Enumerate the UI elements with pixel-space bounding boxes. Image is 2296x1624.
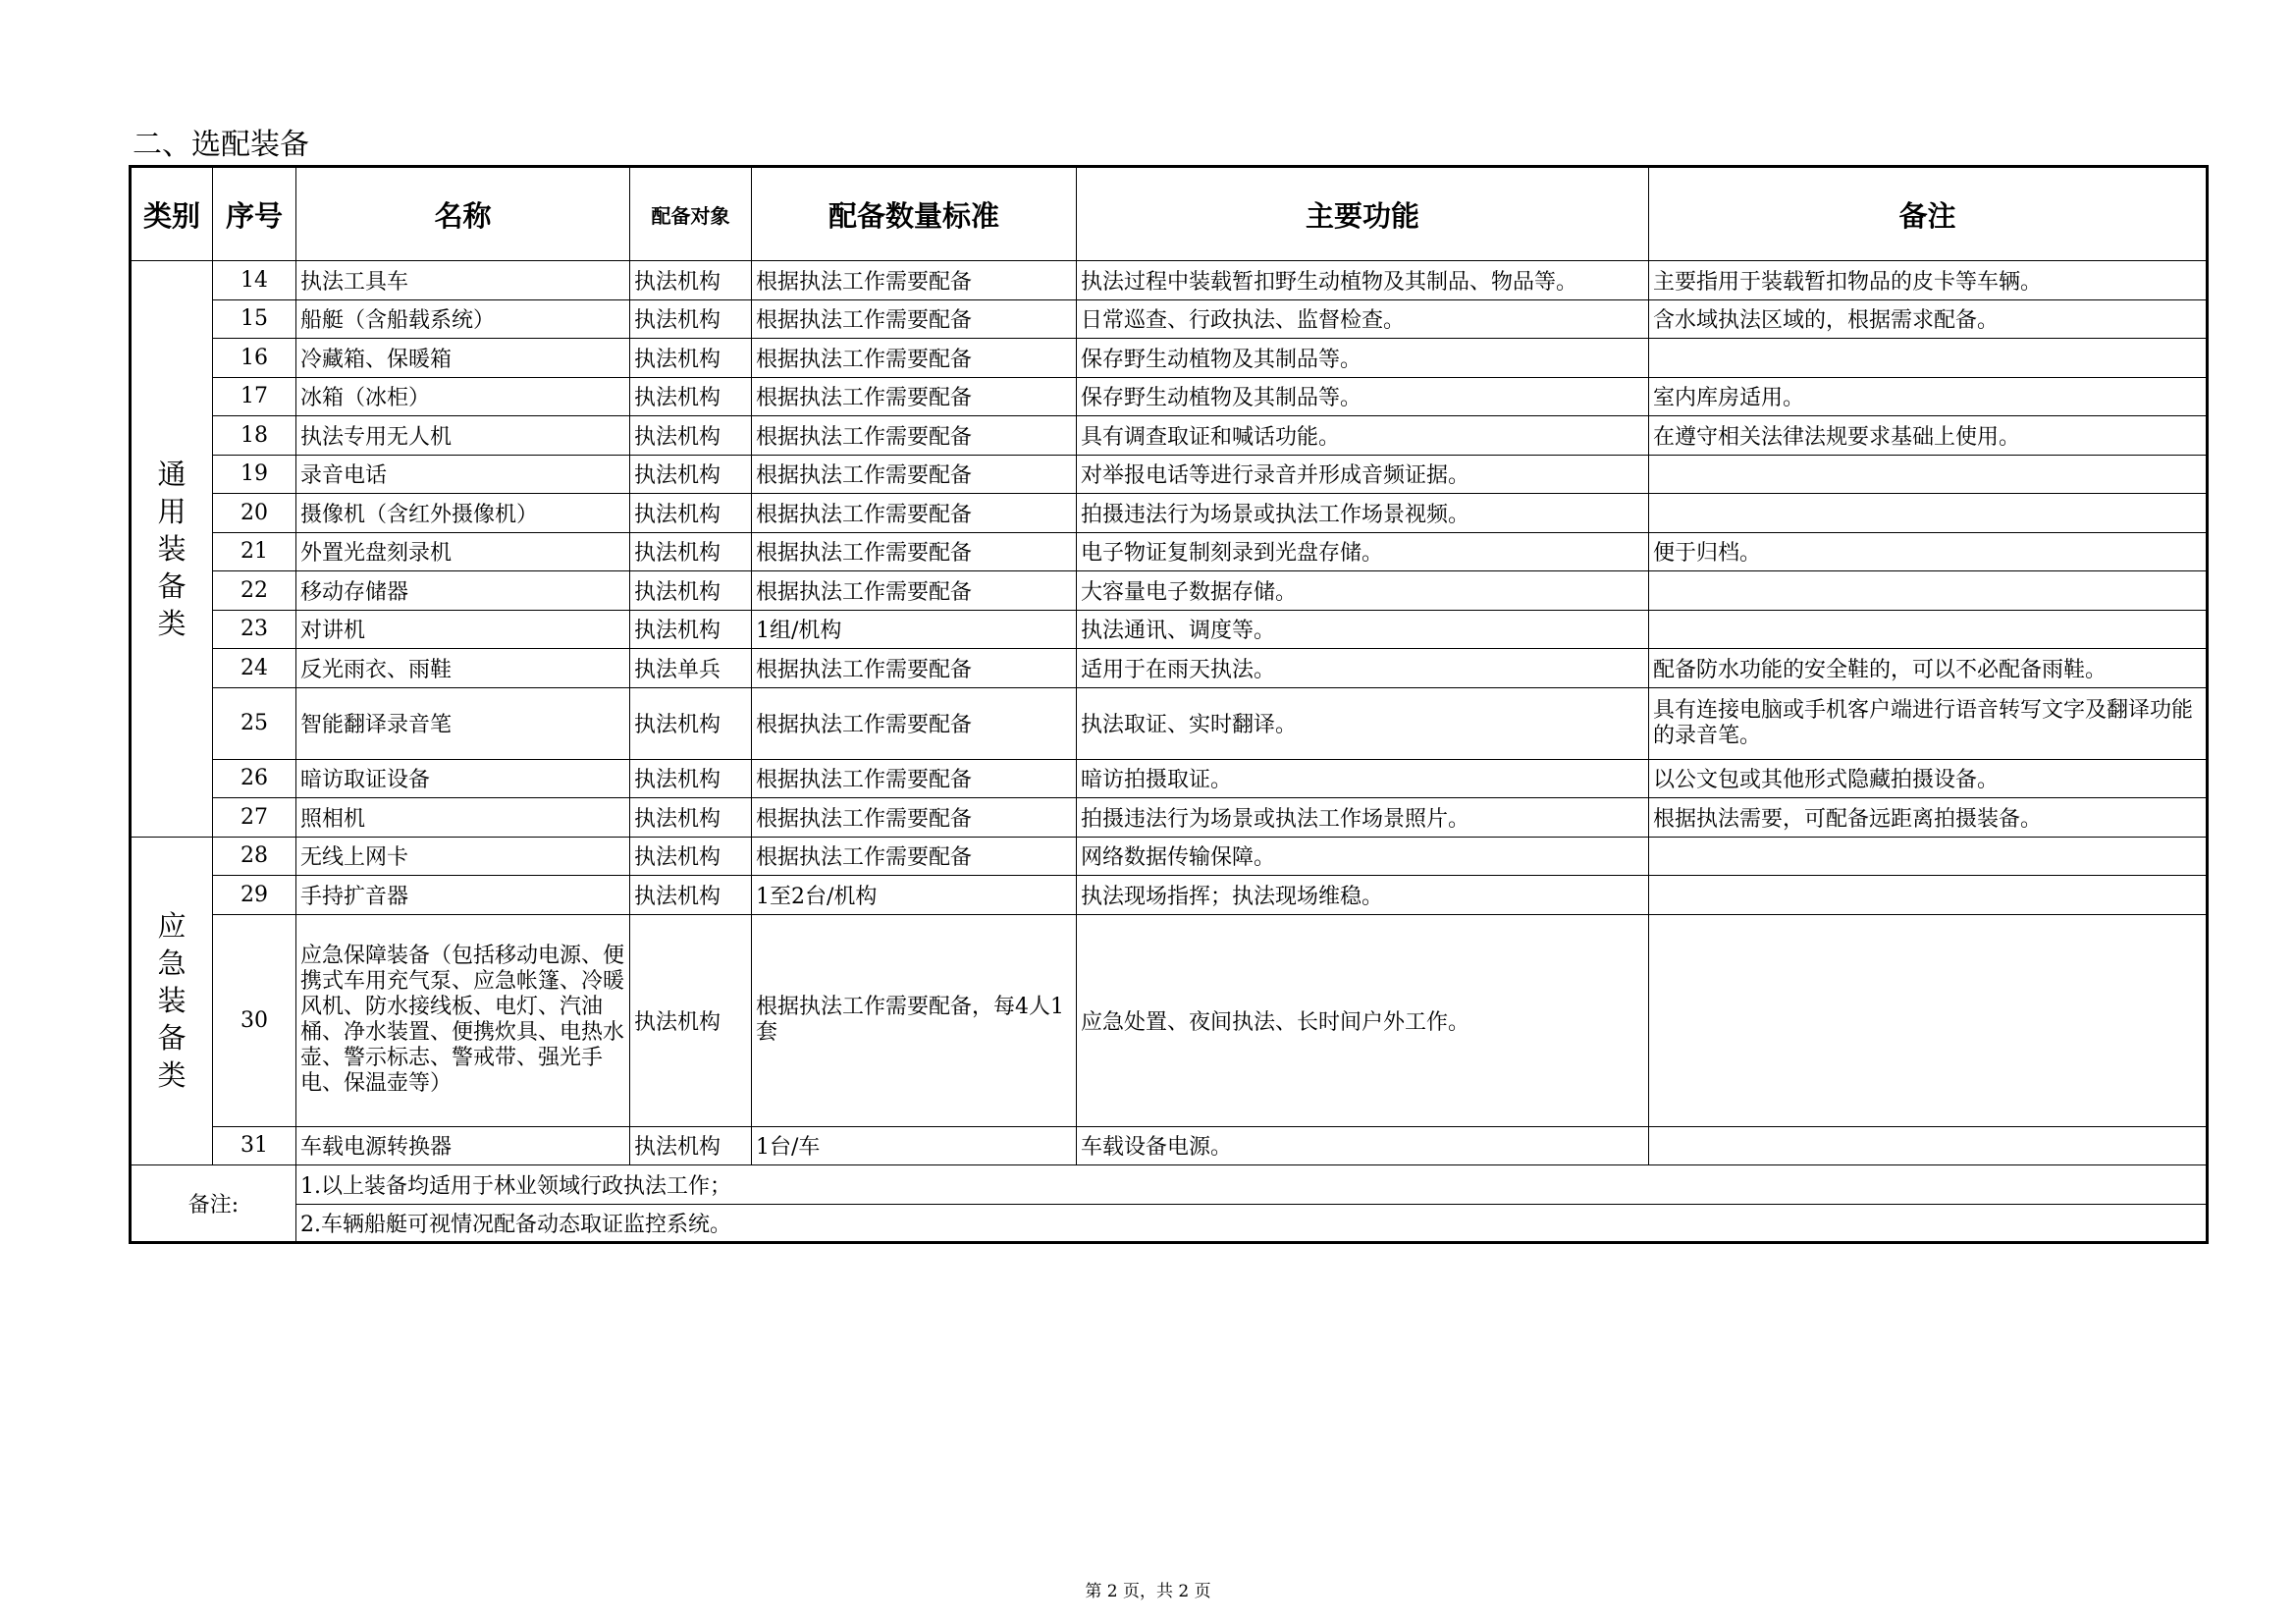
row-remark — [1649, 914, 2208, 1126]
notes-label: 备注: — [131, 1165, 296, 1243]
row-quantity: 1组/机构 — [752, 610, 1077, 649]
table-row — [131, 571, 2208, 611]
row-remark — [1649, 876, 2208, 915]
row-remark: 根据执法需要，可配备远距离拍摄装备。 — [1649, 798, 2208, 838]
equipment-table — [129, 165, 2209, 1244]
table-row — [131, 261, 2208, 300]
row-number: 23 — [213, 610, 296, 649]
table-row — [131, 339, 2208, 378]
header-number: 序号 — [213, 167, 296, 261]
row-number: 29 — [213, 876, 296, 915]
row-remark: 含水域执法区域的，根据需求配备。 — [1649, 299, 2208, 339]
row-quantity: 根据执法工作需要配备 — [752, 339, 1077, 378]
row-remark — [1649, 837, 2208, 876]
row-quantity: 1至2台/机构 — [752, 876, 1077, 915]
row-target: 执法机构 — [630, 339, 752, 378]
note-item: 1.以上装备均适用于林业领域行政执法工作； — [296, 1165, 2208, 1205]
row-function: 执法现场指挥；执法现场维稳。 — [1077, 876, 1649, 915]
row-quantity: 根据执法工作需要配备 — [752, 837, 1077, 876]
notes-row — [131, 1204, 2208, 1243]
row-target: 执法机构 — [630, 377, 752, 416]
row-number: 30 — [213, 914, 296, 1126]
row-function: 保存野生动植物及其制品等。 — [1077, 377, 1649, 416]
row-number: 18 — [213, 416, 296, 456]
row-remark — [1649, 1126, 2208, 1165]
row-quantity: 根据执法工作需要配备 — [752, 494, 1077, 533]
row-remark — [1649, 571, 2208, 611]
row-target: 执法机构 — [630, 299, 752, 339]
row-number: 16 — [213, 339, 296, 378]
row-name: 反光雨衣、雨鞋 — [296, 649, 630, 688]
row-name: 照相机 — [296, 798, 630, 838]
row-remark — [1649, 494, 2208, 533]
row-remark — [1649, 610, 2208, 649]
table-row — [131, 299, 2208, 339]
row-name: 无线上网卡 — [296, 837, 630, 876]
row-name: 智能翻译录音笔 — [296, 687, 630, 759]
header-quantity: 配备数量标准 — [752, 167, 1077, 261]
row-function: 执法过程中装载暂扣野生动植物及其制品、物品等。 — [1077, 261, 1649, 300]
note-item: 2.车辆船艇可视情况配备动态取证监控系统。 — [296, 1204, 2208, 1243]
row-name: 车载电源转换器 — [296, 1126, 630, 1165]
row-function: 电子物证复制刻录到光盘存储。 — [1077, 532, 1649, 571]
notes-row — [131, 1165, 2208, 1205]
row-quantity: 根据执法工作需要配备 — [752, 377, 1077, 416]
row-function: 大容量电子数据存储。 — [1077, 571, 1649, 611]
row-name: 执法专用无人机 — [296, 416, 630, 456]
header-name: 名称 — [296, 167, 630, 261]
category-general: 通用装备类 — [131, 261, 213, 838]
row-target: 执法机构 — [630, 876, 752, 915]
table-row — [131, 494, 2208, 533]
row-number: 20 — [213, 494, 296, 533]
row-remark: 具有连接电脑或手机客户端进行语音转写文字及翻译功能的录音笔。 — [1649, 687, 2208, 759]
row-remark — [1649, 455, 2208, 494]
header-target: 配备对象 — [630, 167, 752, 261]
row-number: 25 — [213, 687, 296, 759]
row-name: 执法工具车 — [296, 261, 630, 300]
row-target: 执法机构 — [630, 798, 752, 838]
row-target: 执法机构 — [630, 687, 752, 759]
table-row — [131, 914, 2208, 1126]
row-function: 暗访拍摄取证。 — [1077, 759, 1649, 798]
row-function: 车载设备电源。 — [1077, 1126, 1649, 1165]
row-remark: 主要指用于装载暂扣物品的皮卡等车辆。 — [1649, 261, 2208, 300]
table-row — [131, 532, 2208, 571]
row-name: 外置光盘刻录机 — [296, 532, 630, 571]
row-number: 21 — [213, 532, 296, 571]
row-number: 14 — [213, 261, 296, 300]
row-target: 执法机构 — [630, 914, 752, 1126]
row-number: 15 — [213, 299, 296, 339]
row-target: 执法机构 — [630, 837, 752, 876]
row-number: 17 — [213, 377, 296, 416]
row-number: 28 — [213, 837, 296, 876]
row-number: 22 — [213, 571, 296, 611]
row-name: 船艇（含船载系统） — [296, 299, 630, 339]
row-name: 冰箱（冰柜） — [296, 377, 630, 416]
row-number: 24 — [213, 649, 296, 688]
section-title: 二、选配装备 — [133, 128, 309, 162]
row-function: 具有调查取证和喊话功能。 — [1077, 416, 1649, 456]
row-function: 对举报电话等进行录音并形成音频证据。 — [1077, 455, 1649, 494]
row-name: 移动存储器 — [296, 571, 630, 611]
row-quantity: 根据执法工作需要配备 — [752, 687, 1077, 759]
row-remark — [1649, 339, 2208, 378]
table-row — [131, 649, 2208, 688]
row-quantity: 根据执法工作需要配备 — [752, 455, 1077, 494]
table-row — [131, 798, 2208, 838]
table-header-row — [131, 167, 2208, 261]
row-remark: 便于归档。 — [1649, 532, 2208, 571]
row-name: 冷藏箱、保暖箱 — [296, 339, 630, 378]
table-row — [131, 610, 2208, 649]
row-name: 录音电话 — [296, 455, 630, 494]
header-function: 主要功能 — [1077, 167, 1649, 261]
row-target: 执法机构 — [630, 759, 752, 798]
row-target: 执法单兵 — [630, 649, 752, 688]
row-quantity: 根据执法工作需要配备 — [752, 299, 1077, 339]
row-number: 19 — [213, 455, 296, 494]
row-remark: 室内库房适用。 — [1649, 377, 2208, 416]
row-target: 执法机构 — [630, 1126, 752, 1165]
row-quantity: 根据执法工作需要配备 — [752, 759, 1077, 798]
row-quantity: 根据执法工作需要配备 — [752, 416, 1077, 456]
row-target: 执法机构 — [630, 261, 752, 300]
table-row — [131, 759, 2208, 798]
row-number: 26 — [213, 759, 296, 798]
row-function: 保存野生动植物及其制品等。 — [1077, 339, 1649, 378]
row-function: 网络数据传输保障。 — [1077, 837, 1649, 876]
row-function: 日常巡查、行政执法、监督检查。 — [1077, 299, 1649, 339]
row-target: 执法机构 — [630, 416, 752, 456]
row-name: 摄像机（含红外摄像机） — [296, 494, 630, 533]
row-quantity: 1台/车 — [752, 1126, 1077, 1165]
header-remark: 备注 — [1649, 167, 2208, 261]
category-emergency: 应急装备类 — [131, 837, 213, 1165]
table-row — [131, 455, 2208, 494]
row-quantity: 根据执法工作需要配备 — [752, 649, 1077, 688]
row-function: 执法取证、实时翻译。 — [1077, 687, 1649, 759]
row-number: 31 — [213, 1126, 296, 1165]
row-quantity: 根据执法工作需要配备 — [752, 532, 1077, 571]
row-quantity: 根据执法工作需要配备 — [752, 571, 1077, 611]
row-name: 手持扩音器 — [296, 876, 630, 915]
row-number: 27 — [213, 798, 296, 838]
table-row — [131, 837, 2208, 876]
row-name: 暗访取证设备 — [296, 759, 630, 798]
row-target: 执法机构 — [630, 571, 752, 611]
row-target: 执法机构 — [630, 532, 752, 571]
header-category: 类别 — [131, 167, 213, 261]
row-function: 执法通讯、调度等。 — [1077, 610, 1649, 649]
page-footer: 第 2 页，共 2 页 — [1085, 1582, 1211, 1601]
table-row — [131, 687, 2208, 759]
row-function: 应急处置、夜间执法、长时间户外工作。 — [1077, 914, 1649, 1126]
row-name: 应急保障装备（包括移动电源、便携式车用充气泵、应急帐篷、冷暖风机、防水接线板、电灯、汽油桶、净水装置、便携炊具、电热水壶、警示标志、警戒带、强光手电、保温壶等） — [296, 914, 630, 1126]
row-function: 适用于在雨天执法。 — [1077, 649, 1649, 688]
row-remark: 以公文包或其他形式隐藏拍摄设备。 — [1649, 759, 2208, 798]
row-remark: 在遵守相关法律法规要求基础上使用。 — [1649, 416, 2208, 456]
row-quantity: 根据执法工作需要配备，每4人1套 — [752, 914, 1077, 1126]
row-target: 执法机构 — [630, 455, 752, 494]
row-name: 对讲机 — [296, 610, 630, 649]
table-row — [131, 876, 2208, 915]
row-target: 执法机构 — [630, 494, 752, 533]
row-target: 执法机构 — [630, 610, 752, 649]
table-row — [131, 416, 2208, 456]
row-quantity: 根据执法工作需要配备 — [752, 798, 1077, 838]
table-row — [131, 377, 2208, 416]
row-remark: 配备防水功能的安全鞋的，可以不必配备雨鞋。 — [1649, 649, 2208, 688]
table-row — [131, 1126, 2208, 1165]
row-quantity: 根据执法工作需要配备 — [752, 261, 1077, 300]
row-function: 拍摄违法行为场景或执法工作场景视频。 — [1077, 494, 1649, 533]
row-function: 拍摄违法行为场景或执法工作场景照片。 — [1077, 798, 1649, 838]
